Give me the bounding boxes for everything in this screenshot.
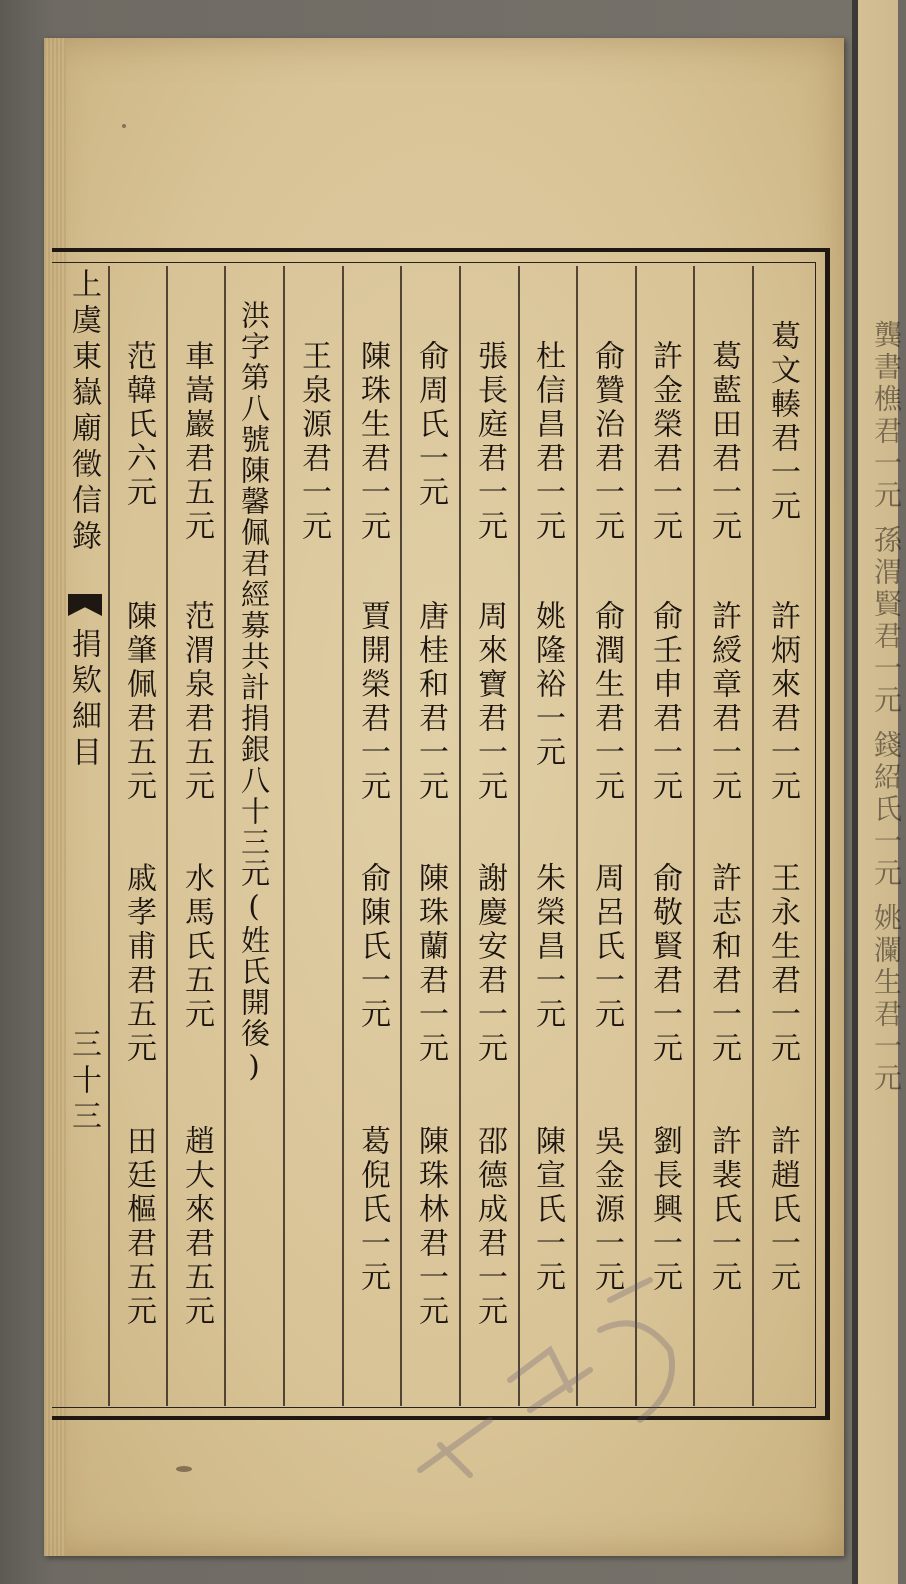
donor-entry: 吳金源一元 bbox=[589, 1125, 624, 1295]
donor-entry: 俞陳氏一元 bbox=[355, 862, 390, 1032]
donor-entry: 戚孝甫君五元 bbox=[121, 862, 156, 1066]
margin-column bbox=[58, 268, 108, 1408]
collector-summary-column bbox=[228, 300, 280, 1370]
column-rule bbox=[576, 266, 578, 1406]
donor-entry: 俞敬賢君一元 bbox=[647, 862, 682, 1066]
column-rule bbox=[635, 266, 637, 1406]
paper-speck bbox=[176, 1466, 192, 1472]
column-rule bbox=[224, 266, 226, 1406]
book-title: 上虞東嶽廟徵信錄 bbox=[66, 268, 101, 556]
donor-column-4 bbox=[580, 300, 632, 1370]
donor-entry: 葛藍田君一元 bbox=[706, 340, 741, 544]
donor-entry: 陳珠生君一元 bbox=[355, 340, 390, 544]
donor-entry: 賈開榮君一元 bbox=[355, 600, 390, 804]
donor-entry: 陳肇佩君五元 bbox=[121, 600, 156, 804]
column-rule bbox=[400, 266, 402, 1406]
column-rule bbox=[342, 266, 344, 1406]
donor-entry: 唐桂和君一元 bbox=[413, 600, 448, 804]
donor-entry: 俞贊治君一元 bbox=[589, 340, 624, 544]
column-rule bbox=[459, 266, 461, 1406]
adjacent-page-strip bbox=[852, 0, 903, 1584]
donor-entry: 姚隆裕一元 bbox=[530, 600, 565, 770]
donor-entry: 陳宣氏一元 bbox=[530, 1125, 565, 1295]
column-rule bbox=[693, 266, 695, 1406]
donor-entry: 趙大來君五元 bbox=[179, 1125, 214, 1329]
donor-column-5 bbox=[521, 300, 573, 1370]
donor-entry: 俞潤生君一元 bbox=[589, 600, 624, 804]
column-rule bbox=[518, 266, 520, 1406]
donor-entry: 田廷樞君五元 bbox=[121, 1125, 156, 1329]
column-rule bbox=[752, 266, 754, 1406]
donor-entry: 王泉源君一元 bbox=[296, 340, 331, 544]
page-number: 三十三 bbox=[66, 1028, 101, 1136]
donor-column-2 bbox=[697, 300, 749, 1370]
donor-entry: 朱榮昌一元 bbox=[530, 862, 565, 1032]
donor-entry: 俞周氏一元 bbox=[413, 340, 448, 510]
collector-summary: 洪字第八號陳馨佩君經募共計捐銀八十三元(姓氏開後) bbox=[237, 300, 271, 1085]
donor-column-11 bbox=[170, 300, 222, 1370]
donor-column-7 bbox=[404, 300, 456, 1370]
donor-entry: 許綬章君一元 bbox=[706, 600, 741, 804]
donor-entry: 周來寶君一元 bbox=[472, 600, 507, 804]
donor-entry: 范韓氏六元 bbox=[121, 340, 156, 510]
donor-entry: 許趙氏一元 bbox=[765, 1125, 800, 1295]
donor-entry: 水馬氏五元 bbox=[179, 862, 214, 1032]
section-title: 捐欵細目 bbox=[66, 628, 101, 772]
donor-entry: 葛倪氏一元 bbox=[355, 1125, 390, 1295]
donor-column-12 bbox=[112, 300, 164, 1370]
donor-column-8 bbox=[346, 300, 398, 1370]
column-rule bbox=[166, 266, 168, 1406]
donor-entry: 許志和君一元 bbox=[706, 862, 741, 1066]
donor-entry: 周呂氏一元 bbox=[589, 862, 624, 1032]
donor-entry: 劉長興一元 bbox=[647, 1125, 682, 1295]
donor-entry: 許炳來君一元 bbox=[765, 600, 800, 804]
adjacent-page-text: 龔書樵君一元 孫渭賢君一元 錢紹氏一元 姚瀾生君一元 bbox=[870, 320, 903, 1095]
donor-entry: 王永生君一元 bbox=[765, 862, 800, 1066]
donor-column-1 bbox=[756, 300, 808, 1370]
donor-entry: 葛文輳君一元 bbox=[765, 320, 800, 524]
donor-column-3 bbox=[638, 300, 690, 1370]
donor-entry: 張長庭君一元 bbox=[472, 340, 507, 544]
donor-entry: 俞壬申君一元 bbox=[647, 600, 682, 804]
donor-column-6 bbox=[463, 300, 515, 1370]
donor-column-9 bbox=[287, 300, 339, 1370]
donor-entry: 范渭泉君五元 bbox=[179, 600, 214, 804]
donor-entry: 邵德成君一元 bbox=[472, 1125, 507, 1329]
donor-entry: 杜信昌君一元 bbox=[530, 340, 565, 544]
donor-entry: 陳珠蘭君一元 bbox=[413, 862, 448, 1066]
column-rule bbox=[283, 266, 285, 1406]
donor-entry: 謝慶安君一元 bbox=[472, 862, 507, 1066]
column-rule bbox=[108, 266, 110, 1406]
donor-entry: 許金榮君一元 bbox=[647, 340, 682, 544]
donor-entry: 許裴氏一元 bbox=[706, 1125, 741, 1295]
paper-speck bbox=[122, 124, 126, 128]
donor-entry: 陳珠林君一元 bbox=[413, 1125, 448, 1329]
donor-entry: 車嵩巖君五元 bbox=[179, 340, 214, 544]
